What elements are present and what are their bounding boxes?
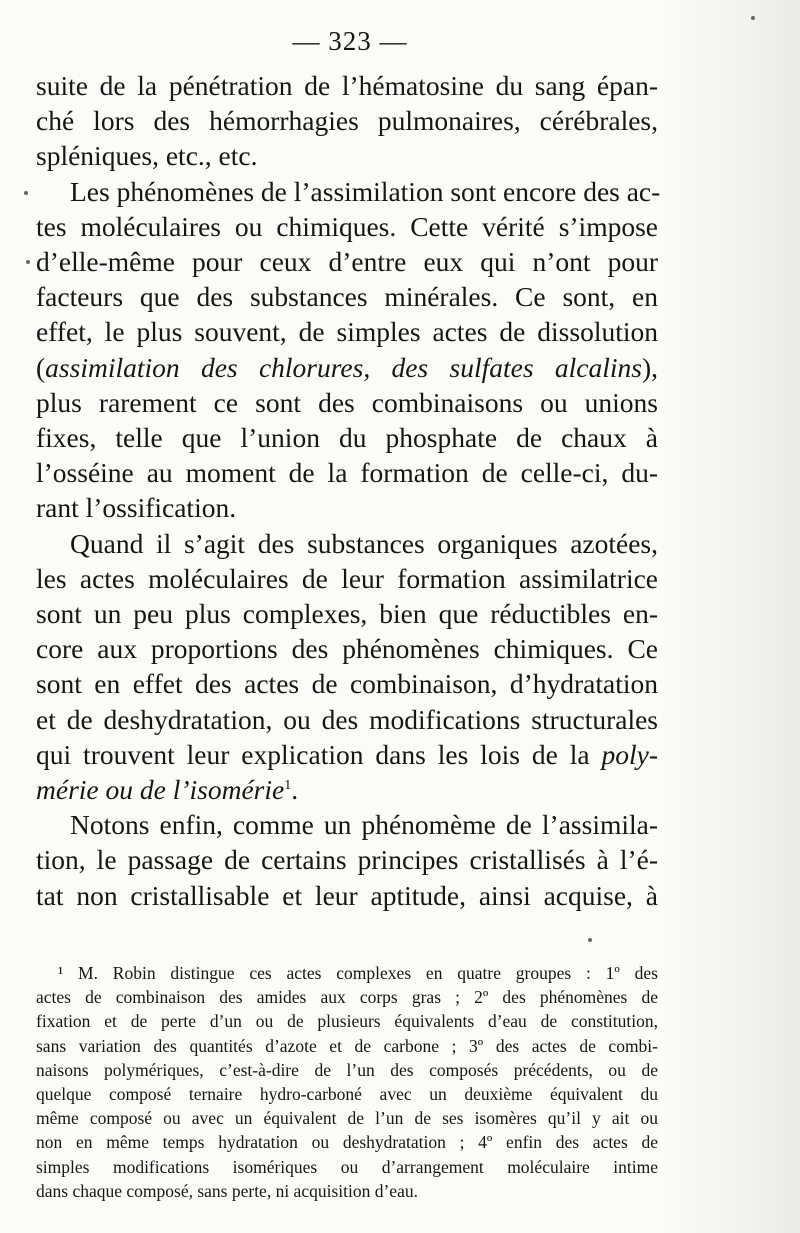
text-line: ché lors des hémorrhagies pulmonaires, cérébrales, (36, 105, 658, 137)
footnote-block (36, 961, 658, 1203)
footnote-reference: 1 (284, 777, 292, 793)
italic-phrase: assimilation des chlorures, des sulfates alcalins (45, 351, 642, 383)
text-line-with-italic (36, 737, 658, 772)
footnote-line: fixation et de perte d’un ou de plusieurs équivalents d’eau de constitution, (36, 1011, 658, 1032)
main-text (36, 68, 661, 913)
footnote-line: non en même temps hydratation ou deshydratation ; 4º enfin des actes de (36, 1132, 658, 1153)
page-number: — 323 — (292, 26, 408, 56)
text-line: fixes, telle que l’union du phosphate de chaux à (36, 422, 658, 454)
final-period: . (291, 774, 299, 806)
text-line-with-footnote-ref (36, 772, 658, 807)
text-line-with-italic (36, 350, 658, 385)
text-line: tes moléculaires ou chimiques. Cette vérité s’impose (36, 210, 658, 242)
text-line: et de deshydratation, ou des modifications structurales (36, 703, 658, 735)
paragraph-start-line: Quand il s’agit des substances organiques azotées, (70, 527, 658, 559)
close-parenthesis-comma: ), (641, 351, 658, 383)
text-line: effet, le plus souvent, de simples actes de dissolution (36, 316, 658, 348)
text-line: d’elle-même pour ceux d’entre eux qui n’ont pour (36, 246, 658, 278)
text-line: tat non cristallisable et leur aptitude, ainsi acquise, à (36, 879, 658, 911)
text-line: les actes moléculaires de leur formation assimilatrice (36, 562, 658, 594)
footnote-line: ¹ M. Robin distingue ces actes complexes en quatre groupes : 1º des (58, 963, 658, 983)
text-line: l’osséine au moment de la formation de celle-ci, du- (36, 457, 658, 489)
text-line: spléniques, etc., etc. (36, 140, 258, 172)
footnote-line: simples modifications isomériques ou d’arrangement moléculaire intime (36, 1156, 658, 1177)
margin-speck (24, 191, 28, 195)
paragraph-start-line: Notons enfin, comme un phénomème de l’assimila- (70, 809, 658, 841)
footnote-line: actes de combinaison des amides aux corps gras ; 2º des phénomènes de (36, 987, 658, 1008)
margin-speck (588, 938, 592, 942)
margin-speck (751, 16, 755, 20)
footnote-line: dans chaque composé, sans perte, ni acquisition d’eau. (36, 1180, 418, 1201)
text-line: rant l’ossification. (36, 492, 237, 524)
text-line: facteurs que des substances minérales. Ce sont, en (36, 281, 658, 313)
text-line: plus rarement ce sont des combinaisons ou unions (36, 386, 658, 418)
footnote-line: même composé ou avec un équivalent de l’un de ses isomères qu’il y ait ou (36, 1108, 658, 1129)
text-line: sont un peu plus complexes, bien que réductibles en- (36, 598, 658, 630)
text-line: tion, le passage de certains principes cristallisés à l’é- (36, 844, 658, 876)
italic-part: mérie ou de l’isomérie (36, 774, 285, 806)
footnote-line: quelque composé ternaire hydro-carboné avec un deuxième équivalent du (36, 1084, 658, 1105)
footnote-line: sans variation des quantités d’azote et de carbone ; 3º des actes de combi- (36, 1035, 658, 1056)
text-line: sont en effet des actes de combinaison, d’hydratation (36, 668, 658, 700)
open-parenthesis: ( (36, 351, 46, 383)
text-line: suite de la pénétration de l’hématosine du sang épan- (36, 70, 658, 101)
italic-part: poly- (601, 738, 658, 770)
text-line: core aux proportions des phénomènes chimiques. Ce (36, 633, 658, 665)
paragraph-start-line: Les phénomènes de l’assimilation sont encore des ac- (70, 175, 661, 207)
margin-speck (26, 260, 30, 264)
footnote-line: naisons polymériques, c’est-à-dire de l’un des composés précédents, ou de (36, 1059, 658, 1080)
plain-part: qui trouvent leur explication dans les lois de la (36, 738, 602, 770)
show-through-shading (660, 0, 800, 1233)
